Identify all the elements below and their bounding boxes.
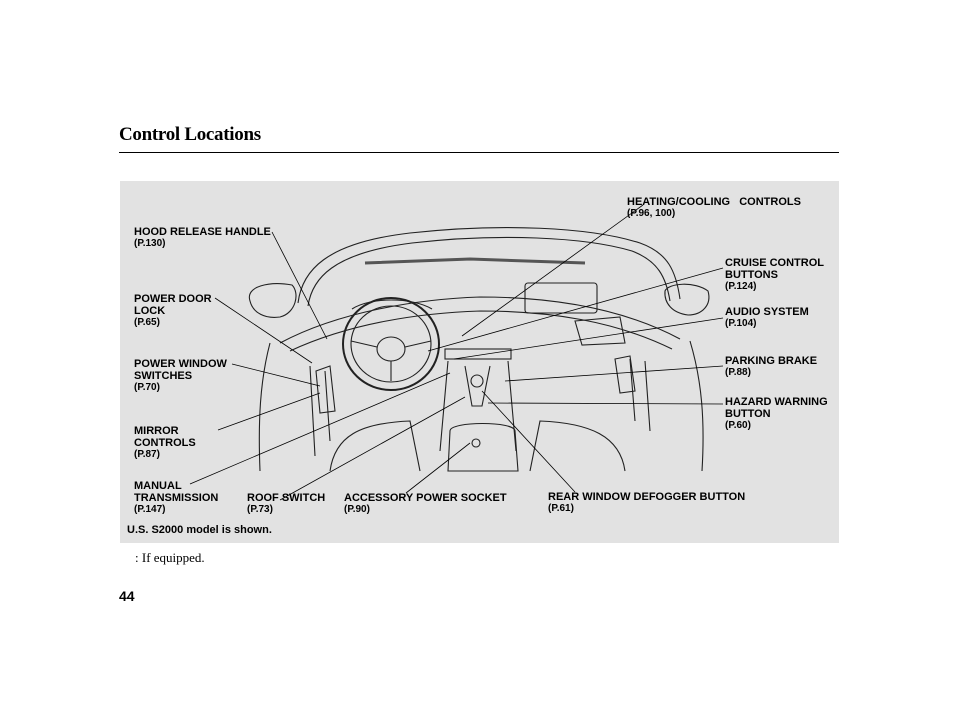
label-name: MIRROR [134,425,179,437]
page-reference: (P.130) [134,238,166,249]
page-reference: (P.147) [134,504,166,515]
page-number: 44 [119,588,135,604]
label-name: ROOF SWITCH [247,492,326,504]
page-reference: (P.73) [247,504,273,515]
label-name: LOCK [134,305,166,317]
label-name: HEATING/COOLING CONTROLS [627,196,801,208]
label-name: POWER WINDOW [134,358,227,370]
label-name: BUTTONS [725,269,778,281]
label-name: POWER DOOR [134,293,212,305]
label-name: HAZARD WARNING [725,396,828,408]
label-name: SWITCHES [134,370,193,382]
page-reference: (P.65) [134,317,160,328]
label-manual-transmission [134,480,218,516]
footnote: : If equipped. [135,550,205,565]
page-reference: (P.90) [344,504,370,515]
label-name: MANUAL [134,480,182,492]
label-hazard-warning-button [725,396,828,432]
label-name: BUTTON [725,408,771,420]
page-reference: (P.104) [725,318,757,329]
label-name: CRUISE CONTROL [725,257,824,269]
page-reference: (P.124) [725,281,757,292]
label-mirror-controls [134,425,196,461]
page-reference: (P.61) [548,503,574,514]
label-name: PARKING BRAKE [725,355,818,367]
label-name: CONTROLS [134,437,196,449]
label-hood-release-handle [134,226,271,250]
label-accessory-power-socket [344,492,507,516]
page-reference: (P.88) [725,367,751,378]
label-name: TRANSMISSION [134,492,219,504]
label-name: HOOD RELEASE HANDLE [134,226,271,238]
page-reference: (P.70) [134,382,160,393]
label-power-window-switches [134,358,227,394]
page-title: Control Locations [119,124,261,145]
label-rear-window-defogger-button [548,491,745,515]
label-power-door-lock [134,293,212,329]
label-heating-cooling-controls [627,196,801,220]
label-roof-switch [247,492,325,516]
title-rule [119,152,839,153]
label-name: AUDIO SYSTEM [725,306,809,318]
label-parking-brake [725,355,817,379]
label-name: REAR WINDOW DEFOGGER BUTTON [548,491,746,503]
label-name: ACCESSORY POWER SOCKET [344,492,507,504]
page-reference: (P.96, 100) [627,208,676,219]
page-reference: (P.87) [134,449,160,460]
label-audio-system [725,306,809,330]
label-cruise-control-buttons [725,257,824,293]
model-note: U.S. S2000 model is shown. [127,524,272,536]
page-reference: (P.60) [725,420,751,431]
control-locations-figure [120,181,839,543]
